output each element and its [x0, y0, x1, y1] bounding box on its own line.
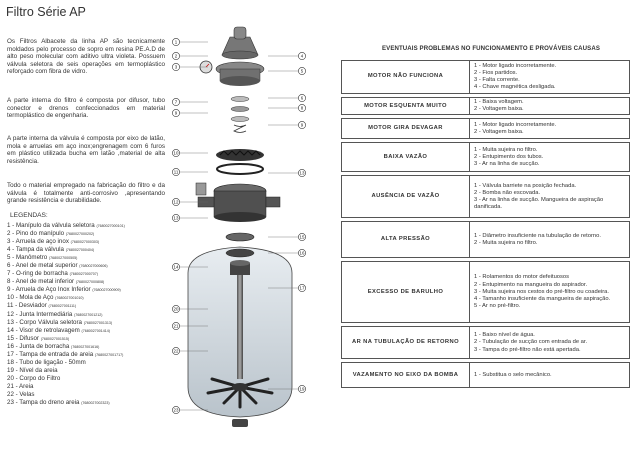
fault-causes — [470, 221, 630, 258]
intermediate-gasket — [217, 164, 263, 174]
page-title: Filtro Série AP — [6, 5, 86, 19]
fault-cause: 1 - Baixo nível de água. — [474, 332, 535, 339]
legend-item-code: (7680027000909) — [92, 288, 121, 293]
legend-item-text: 18 - Tubo de ligação - 50mm — [7, 358, 86, 366]
fault-row — [341, 261, 630, 323]
legend-item-text: 19 - Nível da areia — [7, 366, 58, 374]
legend-item — [7, 246, 179, 254]
fault-row — [341, 97, 630, 115]
callout-number: 13 — [173, 215, 179, 221]
legend-item — [7, 391, 179, 399]
fault-cause: 1 - Motor ligado incorretamente. — [474, 62, 557, 69]
legend-item — [7, 359, 179, 367]
legend-item-code: (7680027000505) — [48, 256, 78, 261]
legend-item-code: (7680027000202) — [65, 232, 95, 237]
legend-item-text: 1 - Manípulo da válvula seletora — [7, 222, 95, 229]
fault-causes — [470, 97, 630, 115]
laterals-hub — [232, 383, 248, 391]
valve-body — [196, 183, 280, 222]
legend-item — [7, 367, 179, 375]
valve-cover — [216, 62, 264, 86]
fault-problem: MOTOR ESQUENTA MUITO — [341, 97, 470, 115]
fault-problem: MOTOR GIRA DEVAGAR — [341, 118, 470, 139]
diverter — [216, 149, 264, 161]
fault-cause: 2 - Tubulação de sucção com entrada de ar. — [474, 339, 588, 346]
legend-item — [7, 375, 179, 383]
legend-item-code: (7680027000808) — [75, 280, 105, 285]
diffuser — [230, 260, 250, 275]
fault-problem: MOTOR NÃO FUNCIONA — [341, 60, 470, 94]
fault-row — [341, 362, 630, 388]
fault-row — [341, 60, 630, 94]
legend-item-text: 17 - Tampa de entrada de areia — [7, 350, 94, 358]
legend-item — [7, 311, 179, 319]
legend-item — [7, 222, 179, 230]
callout-number: 13 — [299, 170, 305, 176]
fault-causes — [470, 175, 630, 218]
connecting-tube — [237, 275, 243, 379]
legend-item-text: 22 - Velas — [7, 390, 35, 398]
fault-causes — [470, 60, 630, 94]
legend-item-text: 13 - Corpo Válvula seletora — [7, 318, 82, 326]
legend-item-text: 20 - Corpo do Filtro — [7, 374, 61, 382]
legend-item-text: 7 - O-ring de borracha — [7, 270, 68, 278]
legend-item-code: (7680027000606) — [79, 264, 108, 269]
exploded-filter-diagram — [168, 15, 310, 440]
fault-problem: BAIXA VAZÃO — [341, 142, 470, 172]
fault-cause: 3 - Tampa do pré-filtro não está apertada. — [474, 346, 581, 353]
spring — [234, 125, 246, 133]
legend-item-code: (7680027000404) — [65, 248, 95, 253]
legend-item-code: (7680027001212) — [74, 312, 103, 317]
callout-number: 22 — [173, 348, 179, 354]
legend-item-code: (7680027001111) — [48, 304, 77, 309]
fault-cause: 2 - Voltagem baixa. — [474, 106, 524, 113]
legend-item — [7, 230, 179, 238]
fault-problem: AUSÊNCIA DE VAZÃO — [341, 175, 470, 218]
legend-item-text: 16 - Junta de borracha — [7, 342, 70, 350]
fault-cause: 1 - Baixa voltagem. — [474, 99, 524, 105]
callout-number: 1 — [174, 39, 178, 45]
legend-item-code: (7680027001313) — [83, 320, 113, 325]
legend-item-text: 9 - Arruela de Aço Inox Inferior — [7, 286, 91, 294]
callout-number: 9 — [300, 122, 304, 128]
legend-item-text: 6 - Anel de metal superior — [7, 262, 78, 270]
fault-cause: 4 - Tamanho insuficiente da mangueira de aspiração. — [474, 296, 611, 302]
legend-item — [7, 327, 179, 335]
callout-number: 17 — [299, 285, 305, 291]
legend-item-code: (7680027001010) — [55, 296, 84, 301]
legend-item-text: 3 - Arruela de aço inox — [7, 238, 69, 246]
intro-paragraph: Todo o material empregado na fabricação do filtro e da válvula é totalmente anti-corrosivo ,apresentando grande resistência e durabilidade. — [7, 182, 165, 205]
legend-item — [7, 343, 179, 351]
fault-cause: 2 - Bomba não escovada. — [474, 189, 541, 196]
fault-cause: 2 - Fios partidos. — [474, 69, 518, 76]
o-ring — [231, 107, 249, 112]
fault-cause: 5 - Ar no pré-filtro. — [474, 303, 521, 310]
washer — [231, 97, 249, 102]
fault-causes — [470, 326, 630, 359]
legend-item-text: 12 - Junta Intermediária — [7, 310, 73, 318]
legend-item — [7, 238, 179, 246]
legend-item-text: 14 - Visor de retrolavagem — [7, 326, 80, 334]
callout-number: 6 — [300, 95, 304, 101]
legend-item-code: (7680027001616) — [71, 344, 100, 349]
fault-cause: 1 - Muita sujeira no filtro. — [474, 146, 538, 153]
callout-number: 14 — [173, 264, 179, 270]
callout-number: 9 — [174, 110, 178, 116]
legend-item — [7, 254, 179, 262]
fault-cause: 1 - Válvula barriete na posição fechada. — [474, 182, 577, 189]
legend-item — [7, 348, 179, 359]
troubleshooting-table — [341, 57, 630, 391]
callout-number: 20 — [173, 306, 179, 312]
legend-item — [7, 286, 179, 294]
fault-causes — [470, 118, 630, 139]
callout-number: 10 — [173, 150, 179, 156]
callout-number: 15 — [299, 234, 305, 240]
legend-item-text: 11 - Desviador — [7, 302, 47, 310]
fault-cause: 4 - Chave magnética desligada. — [474, 84, 556, 91]
fault-cause: 1 - Rolamentos do motor defeituosos — [474, 274, 570, 281]
legend-item-text: 15 - Difusor — [7, 334, 39, 342]
fault-cause: 3 - Ar na linha de sucção. — [474, 161, 540, 167]
legend-item — [7, 319, 179, 327]
troubleshooting-title: EVENTUAIS PROBLEMAS NO FUNCIONAMENTO E PROVÁVEIS CAUSAS — [381, 45, 600, 52]
legend-item-code: (7680027001414) — [81, 328, 110, 333]
fault-row — [341, 142, 630, 172]
fault-cause: 3 - Falta corrente. — [474, 77, 520, 83]
legend-item — [7, 294, 179, 302]
intro-paragraph: A parte interna da válvula é composta por eixo de latão, mola e arruelas em aço inox;engrenagem com 6 furos em plástico utilizada bucha em latão ,material de alta resistência. — [7, 135, 165, 165]
legend-item — [7, 399, 179, 407]
fault-problem: VAZAMENTO NO EIXO DA BOMBA — [341, 362, 470, 388]
fault-causes — [470, 142, 630, 172]
fault-cause: 1 - Diâmetro insuficiente na tubulação de retorno. — [474, 232, 601, 239]
fault-cause: 1 - Motor ligado incorretamente. — [474, 121, 557, 128]
callout-number: 4 — [300, 53, 304, 59]
callout-number: 12 — [173, 199, 179, 205]
fault-cause: 2 - Voltagem baixa. — [474, 128, 524, 135]
callout-number: 5 — [300, 68, 304, 74]
callout-number: 3 — [174, 64, 178, 70]
legend-item — [7, 335, 179, 343]
fault-problem: AR NA TUBULAÇÃO DE RETORNO — [341, 326, 470, 359]
washer — [231, 117, 249, 122]
legend-item-code: (7680027000707) — [69, 272, 98, 277]
legend-item-text: 2 - Pino do manípulo — [7, 230, 65, 238]
callout-number: 11 — [173, 169, 179, 175]
legend-item-code: (7680027001515) — [40, 336, 70, 341]
legend-item-text: 4 - Tampa da válvula — [7, 246, 64, 254]
legend-item-code: (7680027002323) — [81, 401, 110, 406]
legend-item — [7, 262, 179, 270]
legend-item-text: 8 - Anel de metal inferior — [7, 278, 75, 286]
callout-number: 8 — [300, 105, 304, 111]
legend-item-code: (7680027000101) — [96, 224, 125, 228]
legend-item — [7, 302, 179, 310]
legend-item-text: 5 - Manômetro — [7, 254, 48, 262]
fault-problem: EXCESSO DE BARULHO — [341, 261, 470, 323]
fault-row — [341, 118, 630, 139]
drain-cap — [232, 419, 248, 427]
fault-row — [341, 221, 630, 258]
callout-number: 21 — [173, 323, 179, 329]
legend-item-code: (7680027001717) — [94, 352, 124, 357]
legend-item — [7, 270, 179, 278]
fault-row — [341, 175, 630, 218]
fault-cause: 3 - Ar na linha de sucção. Mangueira de aspiração danificada. — [474, 196, 604, 211]
intro-paragraph: Os Filtros Albacete da linha AP são tecnicamente moldados pelo processo de sopro em resina PE.A.D de alto peso molecular com aditivo ultra violeta. Possuem válvula seletora de seis operações em termoplástico reforçado com fibra de vidro. — [7, 38, 165, 76]
callout-number: 23 — [173, 407, 179, 413]
legend-item — [7, 383, 179, 391]
fault-cause: 3 - Muita sujeira nos cestos do pré-filtro ou coadeira. — [474, 288, 610, 295]
fault-problem: ALTA PRESSÃO — [341, 221, 470, 258]
fault-causes — [470, 362, 630, 388]
fault-cause: 2 - Muita sujeira no filtro. — [474, 239, 538, 246]
fault-cause: 2 - Entupimento na mangueira do aspirador. — [474, 281, 588, 288]
callout-number: 19 — [299, 386, 305, 392]
legend-title: LEGENDAS: — [10, 212, 48, 219]
legend-item-text: 21 - Areia — [7, 382, 34, 390]
callout-number: 16 — [299, 250, 305, 256]
legend-item-text: 23 - Tampa do dreno areia — [7, 399, 80, 407]
fault-row — [341, 326, 630, 359]
fault-cause: 2 - Entupimento dos tubos. — [474, 153, 544, 160]
legend-item — [7, 278, 179, 286]
parts-legend — [7, 222, 179, 407]
callout-number: 2 — [174, 53, 178, 59]
legend-item-code: (7680027000303) — [70, 240, 100, 245]
fault-cause: 1 - Substitua o selo mecânico. — [474, 371, 552, 378]
selector-handle — [222, 27, 258, 59]
legend-item-text: 10 - Mola de Aço — [7, 294, 54, 302]
intro-paragraph: A parte interna do filtro é composta por difusor, tubo conector e drenos confeccionados em material termoplástico de engenharia. — [7, 97, 165, 120]
fault-causes — [470, 261, 630, 323]
callout-number: 7 — [174, 99, 178, 105]
